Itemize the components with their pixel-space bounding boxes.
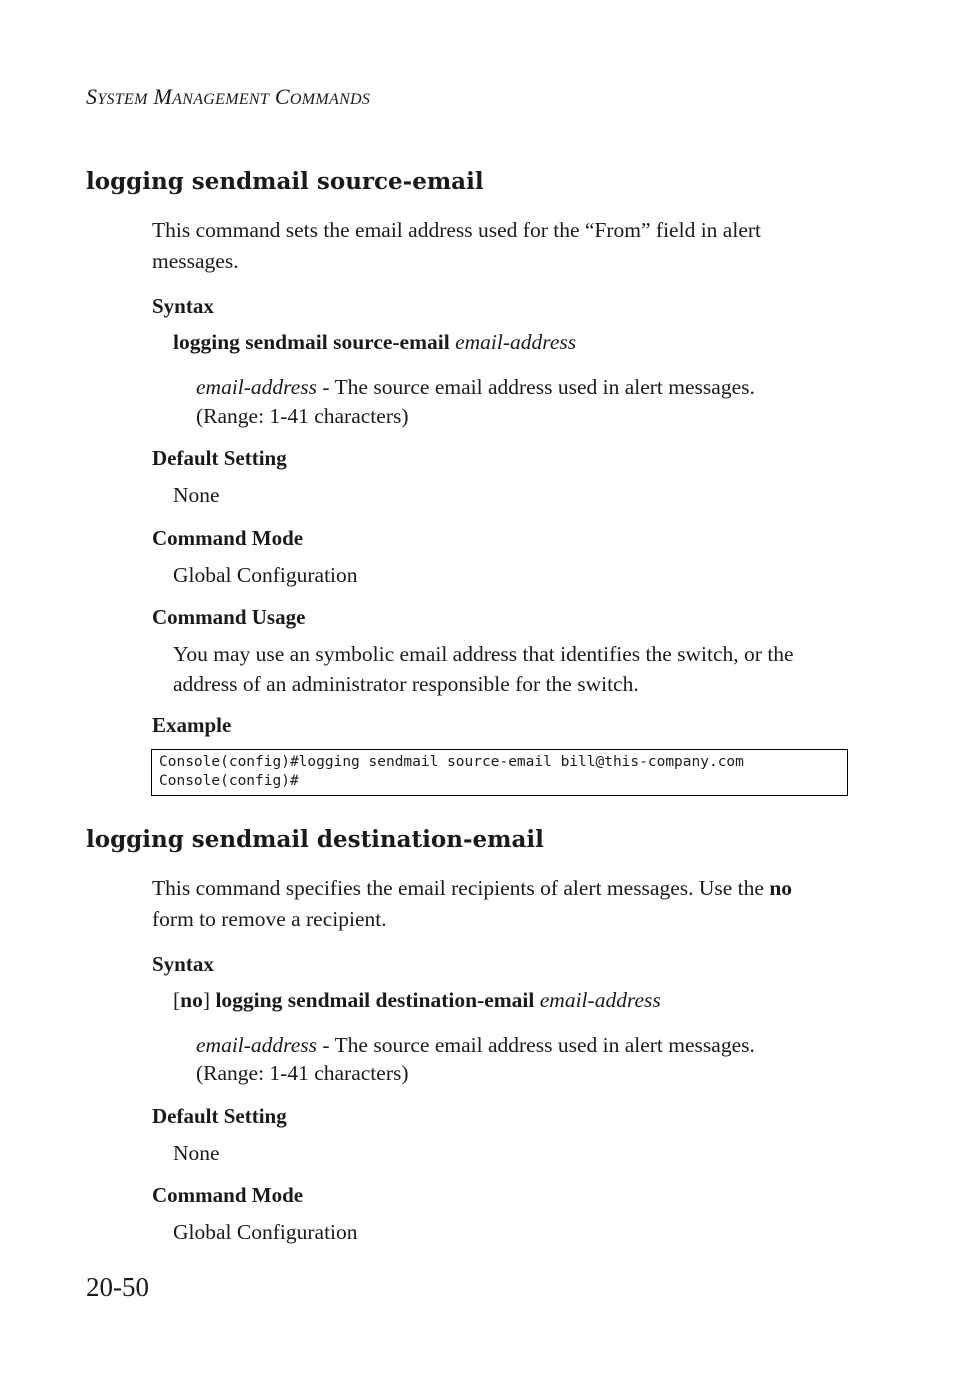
example-code-block bbox=[151, 749, 848, 796]
intro-line: form to remove a recipient. bbox=[152, 907, 387, 931]
default-value: None bbox=[173, 483, 220, 507]
mode-value: Global Configuration bbox=[173, 1220, 358, 1244]
syntax-heading: Syntax bbox=[152, 952, 214, 976]
intro-line: This command specifies the email recipients of alert messages. Use the no bbox=[152, 876, 793, 900]
code-line: Console(config)# bbox=[159, 773, 299, 789]
usage-line: address of an administrator responsible for the switch. bbox=[173, 672, 639, 696]
param-range: (Range: 1-41 characters) bbox=[196, 1061, 409, 1085]
default-heading: Default Setting bbox=[152, 1104, 287, 1128]
mode-heading: Command Mode bbox=[152, 1183, 304, 1207]
section-title-source-email: logging sendmail source-email bbox=[86, 168, 484, 195]
param-range: (Range: 1-41 characters) bbox=[196, 404, 409, 428]
usage-line: You may use an symbolic email address that identifies the switch, or the bbox=[173, 642, 794, 666]
intro-line: This command sets the email address used for the “From” field in alert bbox=[152, 218, 761, 242]
syntax-heading: Syntax bbox=[152, 294, 214, 318]
mode-value: Global Configuration bbox=[173, 563, 358, 587]
code-line: Console(config)#logging sendmail source-email bill@this-company.com bbox=[159, 754, 744, 770]
param-description: email-address - The source email address used in alert messages. bbox=[196, 1033, 755, 1057]
section-title-destination-email: logging sendmail destination-email bbox=[86, 826, 544, 853]
syntax-line: logging sendmail source-email email-address bbox=[173, 330, 577, 354]
syntax-line: [no] logging sendmail destination-email email-address bbox=[173, 988, 661, 1012]
intro-line: messages. bbox=[152, 249, 239, 273]
param-description: email-address - The source email address used in alert messages. bbox=[196, 375, 755, 399]
default-value: None bbox=[173, 1141, 220, 1165]
usage-heading: Command Usage bbox=[152, 605, 306, 629]
page-number: 20-50 bbox=[86, 1272, 149, 1302]
example-heading: Example bbox=[152, 713, 232, 737]
running-head: SYSTEM MANAGEMENT COMMANDS bbox=[86, 84, 371, 109]
mode-heading: Command Mode bbox=[152, 526, 304, 550]
default-heading: Default Setting bbox=[152, 446, 287, 470]
